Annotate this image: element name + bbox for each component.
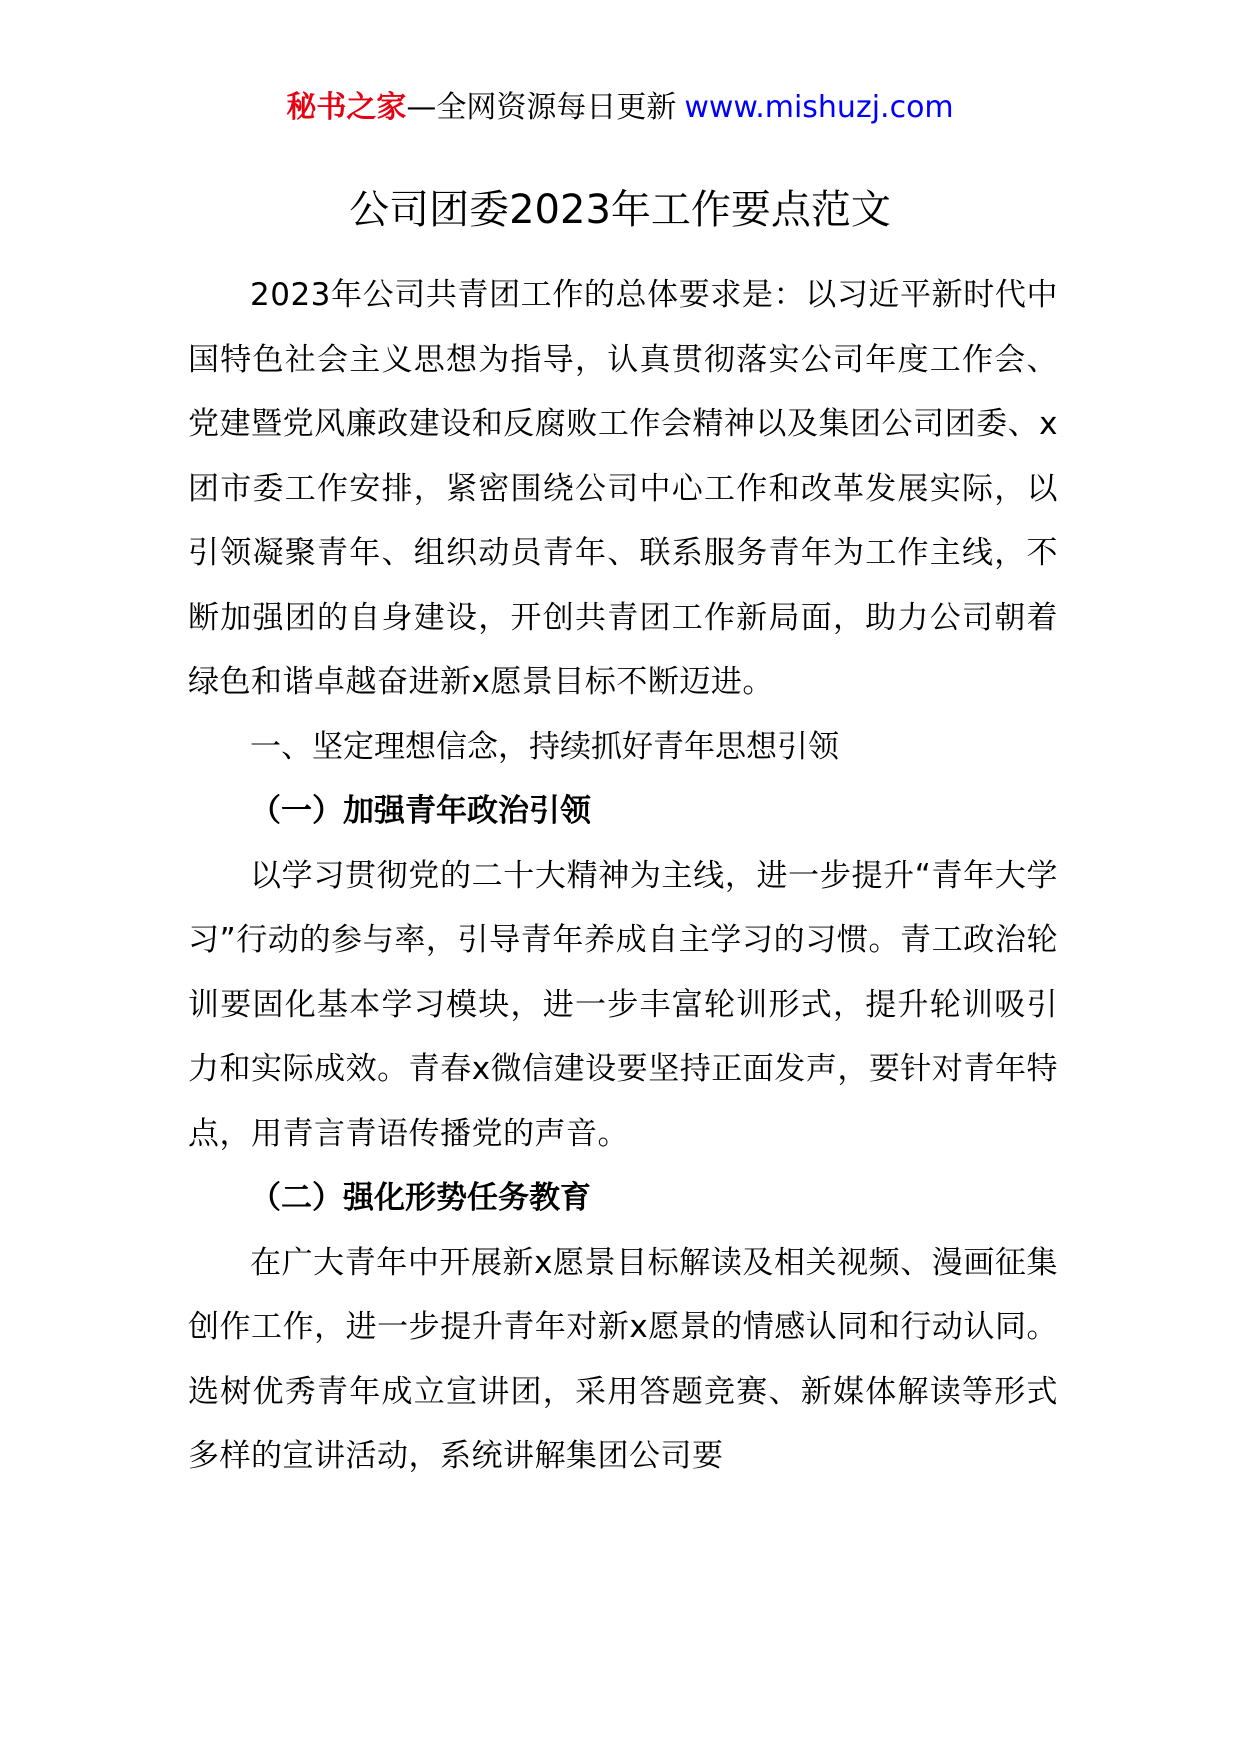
subsection-heading-1: （一）加强青年政治引领 [250, 793, 591, 829]
site-header [0, 86, 1240, 130]
site-url-link[interactable]: www.mishuzj.com [684, 90, 954, 125]
brand-name: 秘书之家 [286, 90, 407, 125]
subsection-paragraph-1: 以学习贯彻党的二十大精神为主线，进一步提升“青年大学习”行动的参与率，引导青年养成自主学习的习惯。青工政治轮训要固化基本学习模块，进一步丰富轮训形式，提升轮训吸引力和实际成效。青春x微信建设要坚持正面发声，要针对青年特点，用青言青语传播党的声音。 [188, 857, 1058, 1152]
section-heading-1: 一、坚定理想信念，持续抓好青年思想引领 [250, 728, 839, 765]
header-tagline: —全网资源每日更新 [406, 90, 677, 125]
document-body [188, 263, 1058, 1489]
subsection-paragraph-2: 在广大青年中开展新x愿景目标解读及相关视频、漫画征集创作工作，进一步提升青年对新x愿景的情感认同和行动认同。选树优秀青年成立宣讲团，采用答题竞赛、新媒体解读等形式多样的宣讲活动，系统讲解集团公司要 [188, 1244, 1058, 1474]
subsection-heading-2: （二）强化形势任务教育 [250, 1180, 591, 1216]
intro-paragraph: 2023年公司共青团工作的总体要求是：以习近平新时代中国特色社会主义思想为指导，认真贯彻落实公司年度工作会、党建暨党风廉政建设和反腐败工作会精神以及集团公司团委、x团市委工作安排，紧密围绕公司中心工作和改革发展实际，以引领凝聚青年、组织动员青年、联系服务青年为工作主线，不断加强团的自身建设，开创共青团工作新局面，助力公司朝着绿色和谐卓越奋进新x愿景目标不断迈进。 [188, 277, 1058, 700]
document-title: 公司团委2023年工作要点范文 [349, 187, 891, 233]
